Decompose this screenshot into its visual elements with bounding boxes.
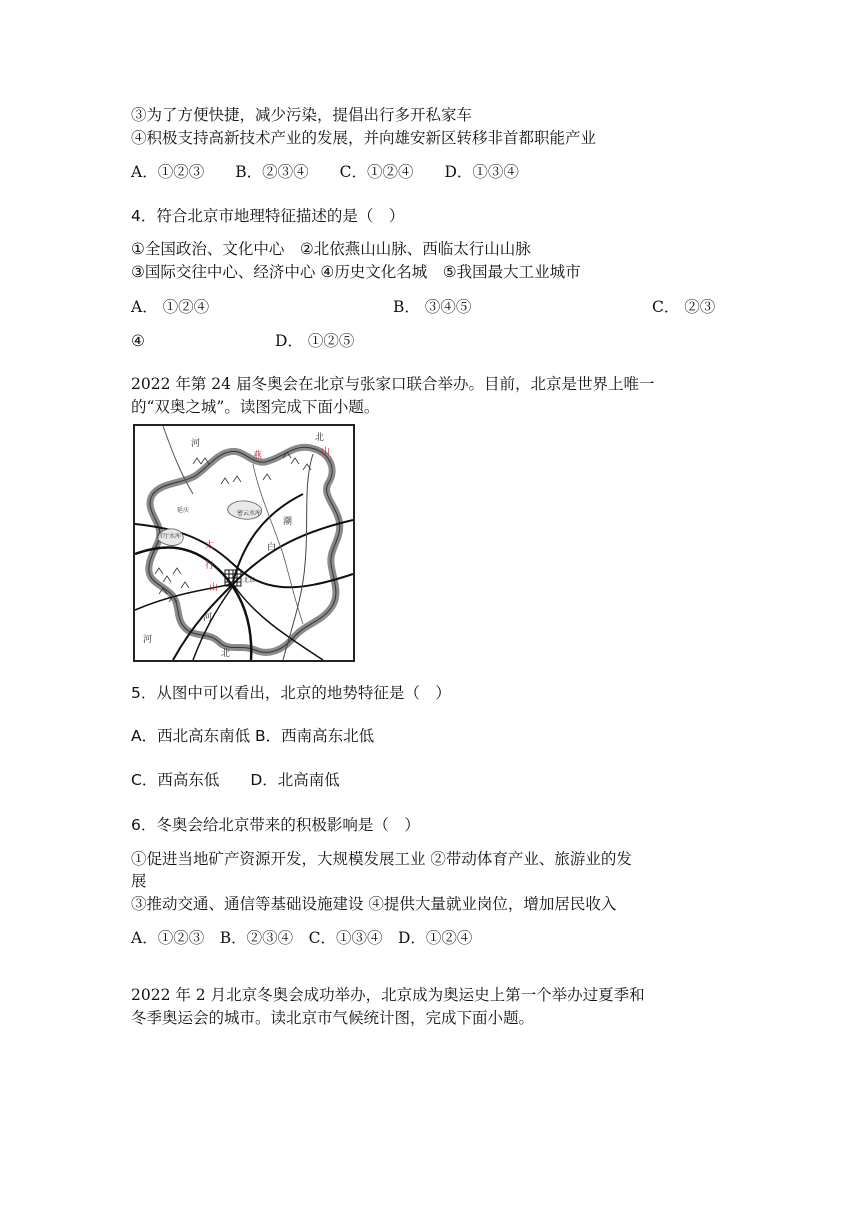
q4-option-a: A． ①②④	[131, 298, 210, 316]
q5-options-line2: C．西高东低 D．北高南低	[131, 771, 340, 789]
map-label-bai: 白	[267, 543, 277, 553]
q4-option-b: B． ③④⑤	[393, 298, 472, 316]
map-label-shan-top: 山	[321, 447, 331, 457]
q6-statements-line3: ③推动交通、通信等基础设施建设 ④提供大量就业岗位，增加居民收入	[131, 895, 617, 913]
q3-options: A．①②③ B．②③④ C．①②④ D．①③④	[131, 163, 519, 181]
passage-1-line-1: 2022 年第 24 届冬奥会在北京与张家口联合举办。目前，北京是世界上唯一	[131, 375, 655, 393]
q4-option-c: C． ②③	[652, 298, 716, 316]
passage-1-line-2: 的“双奥之城”。读图完成下面小题。	[131, 398, 380, 416]
map-label-guanting: 官厅水库	[157, 533, 182, 540]
q4-statements-line2: ③国际交往中心、经济中心 ④历史文化名城 ⑤我国最大工业城市	[131, 263, 581, 281]
q4-statements-line1: ①全国政治、文化中心 ②北依燕山山脉、西临太行山山脉	[131, 240, 531, 258]
map-label-hang: 行	[205, 561, 215, 571]
q4-title: 4．符合北京市地理特征描述的是（ ）	[131, 207, 405, 225]
map-label-shan-left: 山	[209, 583, 219, 593]
map-label-chao: 潮	[283, 517, 293, 527]
q4-option-d: D． ①②⑤	[275, 332, 355, 350]
q6-statements-line1: ①促进当地矿产资源开发，大规模发展工业 ②带动体育产业、旅游业的发	[131, 850, 632, 868]
q3-statement-3: ③为了方便快捷，减少污染，提倡出行多开私家车	[131, 106, 473, 124]
map-label-yan: 燕	[253, 451, 263, 461]
q6-options: A．①②③ B．②③④ C．①③④ D．①②④	[131, 929, 473, 947]
beijing-map-figure	[133, 424, 355, 662]
q6-statements-line2: 展	[131, 872, 147, 890]
map-label-he-left: 河	[143, 635, 153, 645]
q4-option-c-cont: ④	[131, 332, 145, 350]
passage-2-line-1: 2022 年 2 月北京冬奥会成功举办，北京成为奥运史上第一个举办过夏季和	[131, 986, 645, 1004]
map-label-north-right: 北	[315, 433, 325, 443]
map-label-miyun: 密云水库	[237, 510, 262, 517]
map-label-tai: 太	[205, 541, 215, 551]
q3-statement-4: ④积极支持高新技术产业的发展，并向雄安新区转移非首都职能产业	[131, 129, 597, 147]
map-label-he-top: 河	[191, 439, 201, 449]
map-label-beijing: 北京	[243, 577, 256, 584]
q5-title: 5．从图中可以看出，北京的地势特征是（ ）	[131, 684, 451, 702]
q6-title: 6．冬奥会给北京带来的积极影响是（ ）	[131, 816, 420, 834]
passage-2-line-2: 冬季奥运会的城市。读北京市气候统计图，完成下面小题。	[131, 1009, 535, 1027]
map-label-he-mid: 河	[203, 613, 213, 623]
q5-options-line1: A．西北高东南低 B．西南高东北低	[131, 727, 375, 745]
map-label-yanqing: 延庆	[177, 507, 190, 514]
map-label-bei-bottom: 北	[221, 649, 231, 659]
